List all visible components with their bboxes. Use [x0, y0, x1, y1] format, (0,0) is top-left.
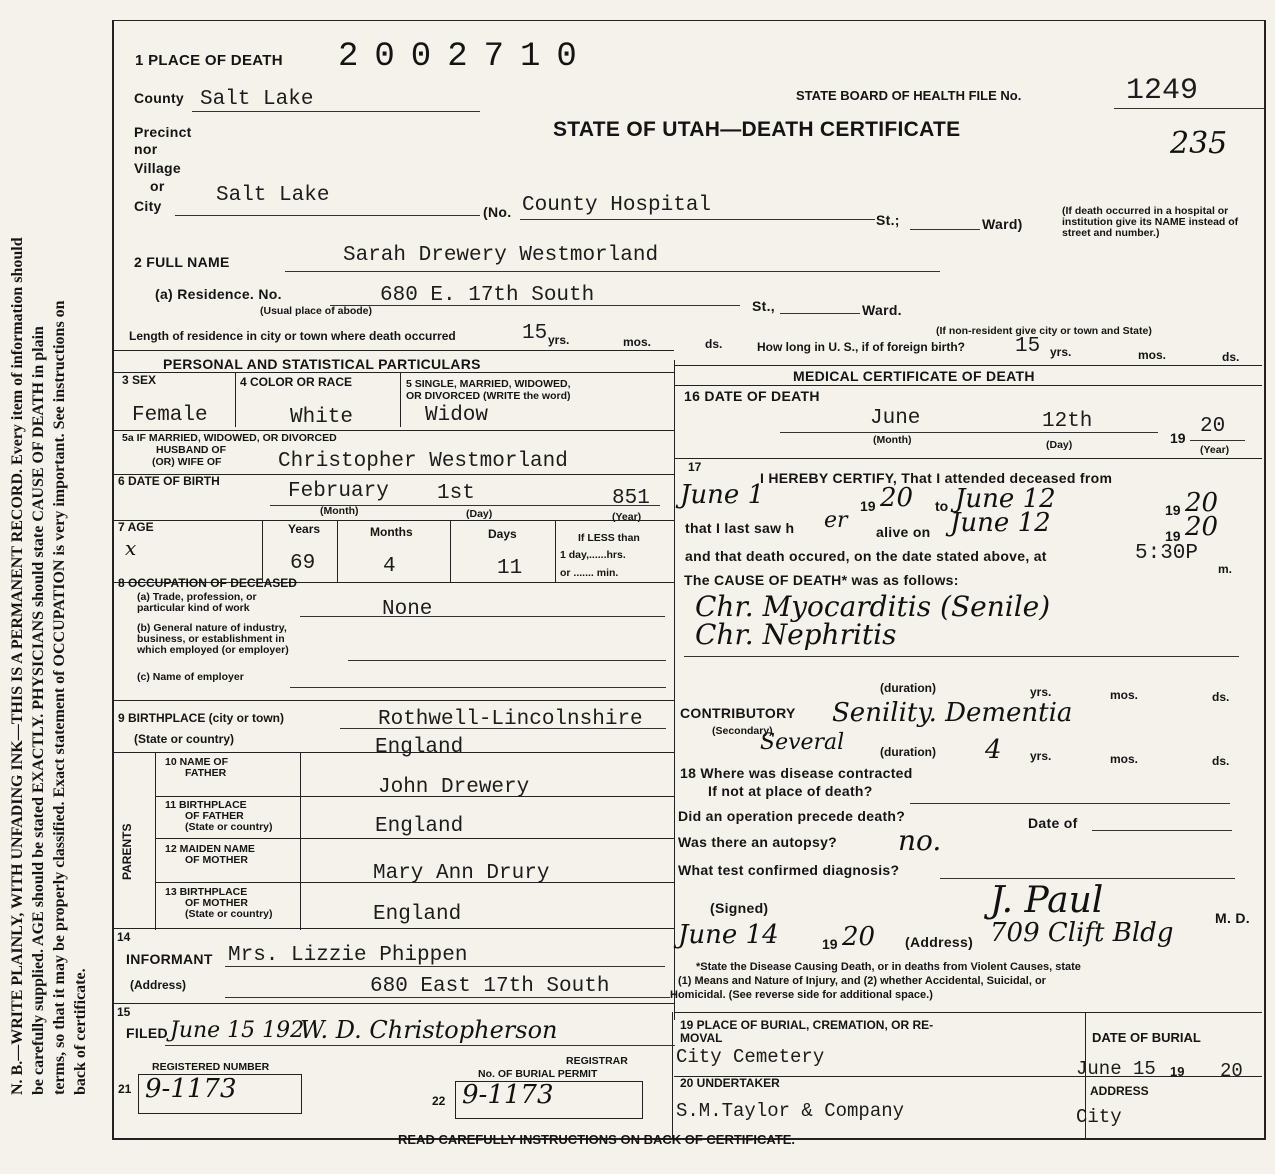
foreign-ds-label: ds. [1222, 350, 1240, 364]
less-than-3: or ....... min. [560, 567, 619, 579]
cause-duration-label: (duration) [880, 681, 936, 695]
county-value: Salt Lake [200, 88, 314, 111]
marital-value: Widow [425, 404, 489, 427]
birthplace-country: England [375, 736, 464, 759]
mother-bp-label-2: OF MOTHER [185, 897, 248, 909]
informant-address: 680 East 17th South [370, 975, 610, 998]
city-value: Salt Lake [216, 184, 330, 207]
hospital-note: (If death occurred in a hospital or institution give its NAME instead of street and number.) [1062, 205, 1239, 239]
street-no-label: (No. [483, 204, 512, 220]
filed-label: FILED [126, 1025, 168, 1041]
reg-number-value: 9-1173 [145, 1074, 237, 1104]
mother-bp-label-3: (State or country) [185, 908, 273, 920]
cause-2: Chr. Nephritis [695, 618, 897, 651]
father-bp-value: England [375, 815, 464, 838]
length-ds-label: ds. [705, 337, 723, 351]
test-label: What test confirmed diagnosis? [678, 862, 900, 878]
attended-to: June 12 [955, 484, 1056, 514]
foreign-birth-value: 15 [1015, 335, 1041, 358]
certificate-title: STATE OF UTAH—DEATH CERTIFICATE [553, 118, 961, 141]
spouse-value: Christopher Westmorland [278, 450, 568, 473]
length-residence-value: 15 [522, 322, 548, 345]
reg-number-prefix: 21 [118, 1082, 132, 1096]
contributory-value: Senility. Dementia [832, 698, 1073, 728]
city-label: City [134, 198, 162, 214]
burial-address-value: City [1076, 1106, 1122, 1128]
dob-year: 851 [612, 487, 650, 510]
state-board-label: STATE BOARD OF HEALTH FILE No. [796, 88, 1022, 103]
burial-place-label-1: 19 PLACE OF BURIAL, CREMATION, OR RE- [680, 1018, 934, 1032]
sex-value: Female [132, 404, 208, 427]
informant-address-label: (Address) [130, 978, 187, 992]
last-seen-date: June 12 [950, 508, 1051, 538]
color-label: 4 COLOR OR RACE [240, 375, 353, 389]
hospital-value: County Hospital [522, 194, 712, 217]
disease-contracted-1: 18 Where was disease contracted [680, 765, 913, 781]
spouse-label-1: 5a IF MARRIED, WIDOWED, OR DIVORCED [122, 432, 337, 444]
residence-value: 680 E. 17th South [380, 284, 595, 307]
occupation-a-2: particular kind of work [137, 602, 250, 614]
attended-from: June 1 [680, 480, 765, 510]
file-number: 1249 [1126, 74, 1199, 108]
less-than-1: If LESS than [578, 532, 640, 544]
foreign-yrs-label: yrs. [1050, 345, 1072, 359]
handwritten-number: 235 [1170, 126, 1228, 161]
dob-label: 6 DATE OF BIRTH [118, 474, 220, 488]
dob-month-label: (Month) [320, 505, 359, 517]
age-mark: x [125, 536, 137, 560]
undertaker-value: S.M.Taylor & Company [676, 1100, 905, 1122]
secondary-label: (Secondary) [712, 725, 773, 737]
dob-month: February [288, 480, 389, 503]
father-bp-label-1: 11 BIRTHPLACE [165, 799, 247, 811]
occupation-b-3: which employed (or employer) [137, 644, 289, 656]
margin-instructions-2: be carefully supplied. AGE should be stated EXACTLY. PHYSICIANS should state CAUSE OF DEATH in plain [30, 326, 47, 1095]
village-label: Village [134, 160, 181, 176]
county-label: County [134, 90, 185, 106]
cause-1: Chr. Myocarditis (Senile) [695, 590, 1051, 623]
dob-day: 1st [437, 482, 475, 505]
marital-label-1: 5 SINGLE, MARRIED, WIDOWED, [406, 378, 571, 390]
father-value: John Drewery [378, 776, 530, 799]
informant-label: INFORMANT [126, 951, 213, 967]
burial-year-value: 20 [1220, 1060, 1243, 1082]
saw-pronoun: er [824, 508, 848, 533]
ward-label: Ward) [982, 216, 1023, 232]
physician-address: 709 Clift Bldg [990, 918, 1174, 948]
spouse-label-3: (OR) WIFE OF [152, 456, 222, 468]
age-months-label: Months [370, 525, 413, 539]
contrib-yrs-label: yrs. [1030, 749, 1052, 763]
certify-line-1: I HEREBY CERTIFY, That I attended deceased from [760, 470, 1113, 486]
physician-signature: J. Paul [990, 880, 1104, 921]
length-yrs-label: yrs. [548, 333, 570, 347]
precinct-label: Precinct [134, 124, 192, 140]
certify-line-3: and that death occured, on the date stated above, at [685, 548, 1047, 564]
residence-label: (a) Residence. No. [155, 286, 282, 302]
date-of-death-label: 16 DATE OF DEATH [684, 388, 820, 404]
occupation-c: (c) Name of employer [137, 671, 244, 683]
mother-label-1: 12 MAIDEN NAME [165, 843, 255, 855]
death-year-label: (Year) [1200, 444, 1230, 456]
permit-number-prefix: 22 [432, 1094, 446, 1108]
father-label-2: FATHER [185, 767, 227, 779]
burial-19: 19 [1170, 1064, 1185, 1079]
margin-instructions-3: terms, so that it may be properly classified. Exact statement of OCCUPATION is very important. See instructions on [51, 300, 68, 1095]
age-days-label: Days [488, 527, 517, 541]
cause-label: The CAUSE OF DEATH* was as follows: [684, 572, 959, 588]
full-name-label: 2 FULL NAME [134, 254, 230, 270]
filed-number: 15 [117, 1005, 131, 1019]
contrib-ds-label: ds. [1212, 754, 1230, 768]
last-seen-year: 20 [1185, 512, 1219, 542]
usual-place-label: (Usual place of abode) [260, 305, 373, 317]
time-of-death: 5:30P [1135, 542, 1199, 565]
cause-ds-label: ds. [1212, 690, 1230, 704]
death-day-label: (Day) [1046, 439, 1073, 451]
death-month: June [870, 407, 921, 430]
certificate-number: 2002710 [338, 38, 593, 76]
contributory-years: 4 [985, 735, 1002, 765]
occupation-a-1: (a) Trade, profession, or [137, 591, 257, 603]
filed-date: June 15 192 [170, 1018, 305, 1043]
sex-label: 3 SEX [122, 373, 157, 387]
burial-permit-label: No. OF BURIAL PERMIT [478, 1068, 598, 1080]
nor-label: nor [134, 141, 158, 157]
foreign-birth-label: How long in U. S., if of foreign birth? [757, 340, 965, 354]
attended-from-year: 20 [880, 483, 914, 513]
mother-bp-label-1: 13 BIRTHPLACE [165, 886, 248, 898]
date-of-label: Date of [1028, 815, 1078, 831]
father-bp-label-2: OF FATHER [185, 810, 244, 822]
attended-to-19: 19 [1165, 502, 1181, 518]
occupation-b-1: (b) General nature of industry, [137, 622, 287, 634]
spouse-label-2: HUSBAND OF [156, 444, 226, 456]
place-of-death-label: 1 PLACE OF DEATH [135, 52, 283, 69]
father-label-1: 10 NAME OF [165, 756, 229, 768]
registrar-signature: W. D. Christopherson [300, 1016, 558, 1044]
or-label: or [150, 178, 165, 194]
signed-19: 19 [822, 936, 838, 952]
street-label: St.; [876, 212, 900, 228]
contributory-label: CONTRIBUTORY [680, 705, 796, 721]
reg-number-label: REGISTERED NUMBER [152, 1061, 270, 1073]
mother-label-2: OF MOTHER [185, 854, 248, 866]
alive-on-label: alive on [876, 524, 931, 540]
age-days-value: 11 [497, 557, 523, 580]
autopsy-label: Was there an autopsy? [678, 834, 838, 850]
signed-year: 20 [842, 922, 876, 952]
mother-value: Mary Ann Drury [373, 862, 550, 885]
attended-to-year: 20 [1185, 488, 1219, 518]
time-m-label: m. [1218, 562, 1233, 576]
medical-footnote-1: *State the Disease Causing Death, or in deaths from Violent Causes, state [696, 961, 1081, 973]
less-than-2: 1 day,......hrs. [560, 549, 626, 561]
burial-date-label: DATE OF BURIAL [1092, 1030, 1201, 1045]
length-mos-label: mos. [623, 335, 652, 349]
item-17-label: 17 [688, 460, 702, 474]
residence-ward-label: Ward. [862, 302, 902, 318]
age-label: 7 AGE [118, 520, 154, 534]
full-name-value: Sarah Drewery Westmorland [343, 244, 659, 267]
death-month-label: (Month) [873, 434, 912, 446]
burial-address-label: ADDRESS [1090, 1084, 1149, 1098]
personal-section-title: PERSONAL AND STATISTICAL PARTICULARS [163, 356, 481, 372]
birthplace-label: 9 BIRTHPLACE (city or town) [118, 711, 285, 725]
birthplace-value: Rothwell-Lincolnshire [378, 708, 643, 731]
father-bp-label-3: (State or country) [185, 821, 273, 833]
contributory-duration: Several [760, 730, 845, 755]
death-day: 12th [1042, 410, 1093, 433]
informant-value: Mrs. Lizzie Phippen [228, 944, 468, 967]
autopsy-value: no. [898, 824, 942, 857]
footer-instructions: READ CAREFULLY INSTRUCTIONS ON BACK OF CERTIFICATE. [398, 1132, 795, 1147]
color-value: White [290, 406, 354, 429]
medical-footnote-3: Homicidal. (See reverse side for additional space.) [670, 989, 933, 1001]
signed-label: (Signed) [710, 900, 769, 916]
burial-date-value: June 15 [1076, 1058, 1156, 1080]
certify-line-2: that I last saw h [685, 520, 795, 536]
burial-place-value: City Cemetery [676, 1046, 825, 1068]
attended-from-19: 19 [860, 498, 876, 514]
residence-st-label: St., [752, 298, 775, 314]
margin-instructions-1: N. B.—WRITE PLAINLY, WITH UNFADING INK—THIS IS A PERMANENT RECORD. Every item of information should [9, 237, 26, 1095]
attended-to-word: to [935, 498, 949, 514]
length-residence-label: Length of residence in city or town where death occurred [129, 329, 456, 343]
marital-label-2: OR DIVORCED (WRITE the word) [406, 390, 571, 402]
foreign-mos-label: mos. [1138, 348, 1167, 362]
occupation-b-2: business, or establishment in [137, 633, 285, 645]
undertaker-label: 20 UNDERTAKER [680, 1076, 780, 1090]
age-months-value: 4 [383, 555, 396, 578]
disease-contracted-2: If not at place of death? [708, 783, 873, 799]
occupation-label: 8 OCCUPATION OF DECEASED [118, 576, 297, 590]
dob-day-label: (Day) [466, 508, 493, 520]
last-seen-19: 19 [1165, 528, 1181, 544]
registrar-label: REGISTRAR [566, 1055, 628, 1067]
margin-instructions-4: back of certificate. [72, 968, 89, 1095]
informant-number: 14 [117, 930, 131, 944]
age-years-label: Years [288, 522, 321, 536]
contrib-mos-label: mos. [1110, 752, 1139, 766]
md-label: M. D. [1215, 910, 1250, 926]
contrib-duration-label: (duration) [880, 745, 936, 759]
medical-footnote-2: (1) Means and Nature of Injury, and (2) whether Accidental, Suicidal, or [678, 975, 1046, 987]
medical-section-title: MEDICAL CERTIFICATE OF DEATH [793, 368, 1035, 384]
cause-yrs-label: yrs. [1030, 685, 1052, 699]
burial-place-label-2: MOVAL [680, 1031, 723, 1045]
death-year: 20 [1200, 415, 1226, 438]
birthplace-state-label: (State or country) [134, 732, 235, 746]
parents-label: PARENTS [120, 823, 134, 880]
physician-address-label: (Address) [905, 934, 974, 950]
death-year-prefix: 19 [1170, 430, 1186, 446]
occupation-value: None [382, 598, 433, 621]
signed-date: June 14 [678, 920, 779, 950]
nonresident-note: (If non-resident give city or town and State) [936, 325, 1152, 337]
dob-year-label: (Year) [612, 511, 642, 523]
age-years-value: 69 [290, 552, 316, 575]
cause-mos-label: mos. [1110, 688, 1139, 702]
mother-bp-value: England [373, 903, 462, 926]
operation-label: Did an operation precede death? [678, 808, 906, 824]
permit-number-value: 9-1173 [462, 1080, 554, 1110]
